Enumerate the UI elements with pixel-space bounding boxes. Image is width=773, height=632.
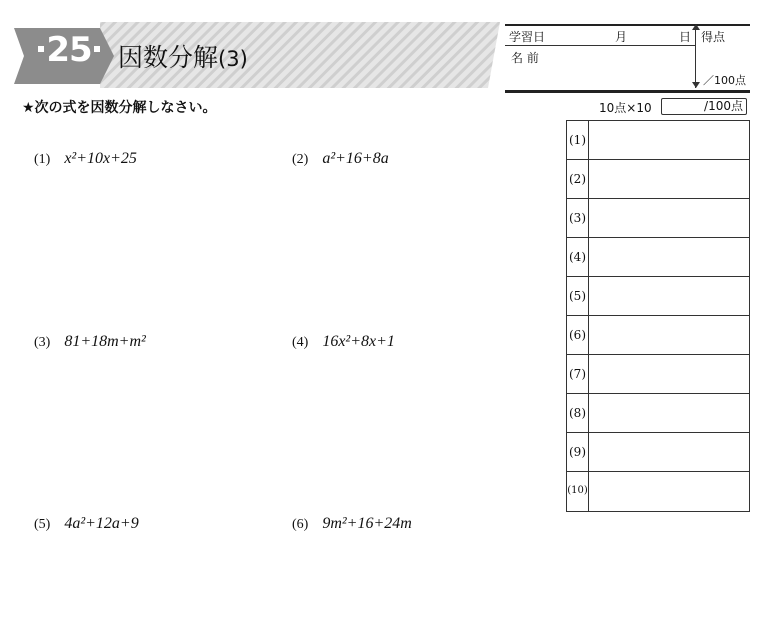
problem-1 <box>34 150 137 168</box>
answer-row <box>567 277 749 316</box>
month-label: 月 <box>615 30 628 44</box>
problem-2 <box>292 150 389 168</box>
answer-number: (1) <box>567 121 589 159</box>
answer-row <box>567 160 749 199</box>
problem-number: (1) <box>34 152 51 167</box>
score-label: 得点 <box>701 30 726 44</box>
header-info-box <box>505 24 750 93</box>
problem-3 <box>34 333 146 351</box>
answer-number: (7) <box>567 355 589 393</box>
problem-expression: a²+16+8a <box>322 150 389 167</box>
answer-cell[interactable] <box>589 394 749 432</box>
answer-row <box>567 238 749 277</box>
problem-number: (6) <box>292 517 309 532</box>
instruction: ★次の式を因数分解しなさい。 <box>22 100 217 116</box>
answer-row <box>567 316 749 355</box>
answer-row <box>567 199 749 238</box>
problem-number: (5) <box>34 517 51 532</box>
total-score-box[interactable]: /100点 <box>661 98 747 115</box>
divider <box>695 26 696 88</box>
answer-row <box>567 355 749 394</box>
problem-number: (2) <box>292 152 309 167</box>
answer-row <box>567 433 749 472</box>
problem-expression: 81+18m+m² <box>64 333 146 350</box>
answer-cell[interactable] <box>589 433 749 471</box>
problem-5 <box>34 515 139 533</box>
answer-cell[interactable] <box>589 238 749 276</box>
answer-number: (5) <box>567 277 589 315</box>
day-label: 日 <box>679 30 692 44</box>
arrow-down-icon <box>692 82 700 88</box>
title-suffix: (3) <box>218 47 248 71</box>
answer-row <box>567 394 749 433</box>
answer-cell[interactable] <box>589 121 749 159</box>
answer-row <box>567 472 749 511</box>
problem-4 <box>292 333 395 351</box>
arrow-up-icon <box>692 24 700 30</box>
points-note: 10点×10 <box>599 101 652 115</box>
name-label: 名 前 <box>511 51 539 65</box>
answer-number: (3) <box>567 199 589 237</box>
answer-cell[interactable] <box>589 355 749 393</box>
answer-number: (2) <box>567 160 589 198</box>
answer-number: (8) <box>567 394 589 432</box>
lesson-number: 25 <box>46 30 92 70</box>
answer-number: (10) <box>567 472 589 511</box>
number-dot-right <box>94 46 100 52</box>
problem-expression: 9m²+16+24m <box>322 515 412 532</box>
answer-cell[interactable] <box>589 277 749 315</box>
answer-grid <box>566 120 750 512</box>
answer-cell[interactable] <box>589 199 749 237</box>
answer-number: (9) <box>567 433 589 471</box>
problem-expression: x²+10x+25 <box>64 150 137 167</box>
answer-cell[interactable] <box>589 316 749 354</box>
answer-cell[interactable] <box>589 472 749 511</box>
problem-number: (4) <box>292 335 309 350</box>
title-text: 因数分解 <box>118 43 219 72</box>
problem-6 <box>292 515 412 533</box>
problem-expression: 16x²+8x+1 <box>322 333 395 350</box>
problem-expression: 4a²+12a+9 <box>64 515 139 532</box>
problem-number: (3) <box>34 335 51 350</box>
answer-cell[interactable] <box>589 160 749 198</box>
answer-row <box>567 121 749 160</box>
answer-number: (6) <box>567 316 589 354</box>
page-title <box>118 38 248 74</box>
score-total: ／100点 <box>703 74 746 87</box>
answer-number: (4) <box>567 238 589 276</box>
study-date-label: 学習日 <box>509 30 546 44</box>
